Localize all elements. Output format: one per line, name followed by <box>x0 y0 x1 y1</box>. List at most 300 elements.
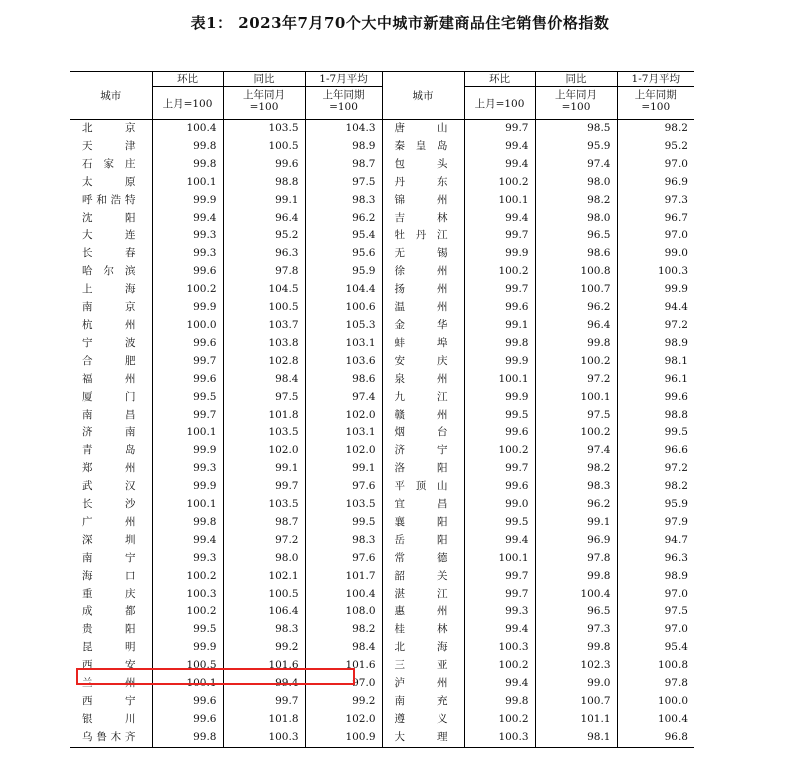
cell-avg-right: 98.9 <box>664 336 688 349</box>
cell-city-left: 西安 <box>70 657 152 675</box>
cell-huanbi-left: 99.9 <box>152 639 223 657</box>
cell-huanbi-left: 100.2 <box>152 281 223 299</box>
col-header-city-left: 城市 <box>70 72 152 120</box>
table-row <box>70 335 694 353</box>
cell-huanbi-left: 100.0 <box>152 317 223 335</box>
cell-avg-left: 102.0 <box>305 407 382 425</box>
col-header-huanbi-left: 环比 <box>152 72 223 87</box>
cell-avg-left: 101.7 <box>305 568 382 586</box>
subheader-tongbi-right: 上年同月 =100 <box>535 87 617 120</box>
cell-huanbi-left: 99.6 <box>152 335 223 353</box>
cell-tongbi-left: 98.0 <box>223 550 305 568</box>
cell-avg-right: 98.2 <box>664 122 688 134</box>
subheader-avg-right: 上年同期 =100 <box>617 87 694 120</box>
cell-city-right: 济宁 <box>382 442 464 460</box>
cell-huanbi-right: 99.0 <box>464 496 535 514</box>
cell-avg-right: 97.2 <box>664 462 688 475</box>
cell-city-left: 银川 <box>70 711 152 729</box>
cell-huanbi-right: 99.7 <box>464 586 535 604</box>
cell-avg-right: 96.1 <box>664 372 688 385</box>
cell-avg-left: 97.6 <box>305 550 382 568</box>
cell-huanbi-right: 99.4 <box>464 156 535 174</box>
cell-city-left: 合肥 <box>70 353 152 371</box>
cell-tongbi-right: 99.0 <box>535 675 617 693</box>
cell-tongbi-left: 102.1 <box>223 568 305 586</box>
cell-avg-left: 98.3 <box>305 192 382 210</box>
cell-huanbi-left: 99.4 <box>152 210 223 228</box>
cell-city-right: 吉林 <box>382 210 464 228</box>
cell-tongbi-left: 97.5 <box>223 389 305 407</box>
cell-tongbi-right: 98.5 <box>535 120 617 138</box>
cell-huanbi-right: 100.1 <box>464 550 535 568</box>
cell-huanbi-right: 100.2 <box>464 657 535 675</box>
cell-huanbi-left: 100.5 <box>152 657 223 675</box>
cell-huanbi-right: 99.8 <box>464 335 535 353</box>
cell-city-right: 安庆 <box>382 353 464 371</box>
cell-avg-right: 97.0 <box>664 229 688 242</box>
cell-tongbi-right: 99.8 <box>535 568 617 586</box>
cell-tongbi-right: 96.4 <box>535 317 617 335</box>
cell-tongbi-left: 106.4 <box>223 603 305 621</box>
cell-city-right: 无锡 <box>382 245 464 263</box>
cell-avg-right: 96.8 <box>617 729 694 747</box>
cell-tongbi-right: 96.5 <box>535 227 617 245</box>
cell-huanbi-left: 100.1 <box>152 174 223 192</box>
table-row <box>70 550 694 568</box>
cell-avg-left: 98.3 <box>305 532 382 550</box>
cell-avg-left: 103.1 <box>305 335 382 353</box>
cell-city-left: 南昌 <box>70 407 152 425</box>
cell-tongbi-right: 98.0 <box>535 210 617 228</box>
cell-avg-left: 95.4 <box>305 227 382 245</box>
cell-tongbi-right: 98.3 <box>535 478 617 496</box>
cell-huanbi-left: 99.7 <box>152 407 223 425</box>
cell-huanbi-left: 99.5 <box>152 621 223 639</box>
cell-city-left: 大连 <box>70 227 152 245</box>
col-header-huanbi-right: 环比 <box>464 72 535 87</box>
cell-avg-left: 102.0 <box>305 442 382 460</box>
cell-city-right: 唐山 <box>382 120 464 138</box>
cell-tongbi-right: 96.2 <box>535 496 617 514</box>
cell-avg-left: 102.0 <box>305 711 382 729</box>
cell-avg-right: 99.6 <box>664 390 688 403</box>
table-row <box>70 657 694 675</box>
table-row <box>70 586 694 604</box>
cell-tongbi-left: 99.4 <box>223 675 305 693</box>
cell-tongbi-left: 99.1 <box>223 192 305 210</box>
cell-huanbi-right: 99.7 <box>464 460 535 478</box>
cell-huanbi-right: 100.1 <box>464 192 535 210</box>
cell-huanbi-right: 99.7 <box>464 568 535 586</box>
cell-city-left: 郑州 <box>70 460 152 478</box>
cell-huanbi-right: 99.9 <box>464 245 535 263</box>
cell-avg-left: 103.6 <box>305 353 382 371</box>
table-row <box>70 192 694 210</box>
cell-huanbi-left: 100.1 <box>152 496 223 514</box>
cell-huanbi-left: 99.9 <box>152 192 223 210</box>
cell-avg-left: 100.6 <box>305 299 382 317</box>
cell-avg-left: 108.0 <box>305 603 382 621</box>
cell-avg-right: 98.9 <box>664 569 688 582</box>
cell-avg-right: 95.4 <box>664 641 688 654</box>
cell-city-right: 九江 <box>382 389 464 407</box>
cell-huanbi-right: 100.2 <box>464 174 535 192</box>
cell-huanbi-left: 99.8 <box>152 138 223 156</box>
cell-huanbi-right: 100.2 <box>464 711 535 729</box>
cell-huanbi-right: 99.6 <box>464 299 535 317</box>
cell-avg-right: 98.1 <box>664 354 688 367</box>
cell-avg-right: 97.3 <box>664 193 688 206</box>
cell-avg-left: 95.9 <box>305 263 382 281</box>
cell-avg-right: 98.8 <box>664 408 688 421</box>
cell-tongbi-right: 100.2 <box>535 424 617 442</box>
cell-avg-left: 97.0 <box>305 675 382 693</box>
cell-city-left: 天津 <box>70 138 152 156</box>
cell-avg-right: 97.0 <box>664 587 688 600</box>
cell-city-left: 海口 <box>70 568 152 586</box>
cell-city-left: 福州 <box>70 371 152 389</box>
cell-tongbi-right: 100.2 <box>535 353 617 371</box>
cell-avg-left: 104.4 <box>305 281 382 299</box>
cell-avg-right: 97.0 <box>664 157 688 170</box>
table-row <box>70 693 694 711</box>
cell-avg-right: 100.4 <box>657 712 688 725</box>
col-header-city-right: 城市 <box>382 72 464 120</box>
cell-huanbi-left: 99.6 <box>152 711 223 729</box>
cell-huanbi-right: 99.7 <box>464 227 535 245</box>
cell-city-left: 昆明 <box>70 639 152 657</box>
cell-huanbi-right: 99.9 <box>464 389 535 407</box>
cell-avg-left: 104.3 <box>305 120 382 138</box>
cell-city-right: 蚌埠 <box>382 335 464 353</box>
cell-city-left: 乌鲁木齐 <box>70 729 152 747</box>
cell-city-right: 北海 <box>382 639 464 657</box>
cell-huanbi-right: 99.7 <box>464 281 535 299</box>
table-row <box>70 478 694 496</box>
table-row <box>70 371 694 389</box>
table-row <box>70 460 694 478</box>
cell-city-left: 兰州 <box>70 675 152 693</box>
cell-tongbi-left: 100.3 <box>223 729 305 747</box>
cell-city-left: 深圳 <box>70 532 152 550</box>
cell-tongbi-left: 100.5 <box>223 299 305 317</box>
table-row <box>70 353 694 371</box>
cell-city-left: 太原 <box>70 174 152 192</box>
cell-huanbi-right: 99.4 <box>464 138 535 156</box>
table-row <box>70 299 694 317</box>
cell-avg-left: 97.5 <box>305 174 382 192</box>
cell-huanbi-right: 100.3 <box>464 639 535 657</box>
cell-tongbi-left: 102.8 <box>223 353 305 371</box>
cell-city-left: 杭州 <box>70 317 152 335</box>
cell-huanbi-right: 99.6 <box>464 478 535 496</box>
cell-city-right: 大理 <box>382 729 464 747</box>
cell-avg-right: 95.9 <box>664 498 688 511</box>
cell-avg-left: 98.6 <box>305 371 382 389</box>
cell-city-left: 济南 <box>70 424 152 442</box>
cell-city-left: 厦门 <box>70 389 152 407</box>
cell-tongbi-left: 103.8 <box>223 335 305 353</box>
cell-huanbi-left: 99.3 <box>152 460 223 478</box>
cell-city-left: 武汉 <box>70 478 152 496</box>
price-index-table <box>70 71 694 748</box>
cell-huanbi-left: 99.6 <box>152 693 223 711</box>
cell-city-left: 南宁 <box>70 550 152 568</box>
cell-avg-right: 99.0 <box>664 247 688 260</box>
cell-avg-right: 99.9 <box>664 283 688 296</box>
cell-avg-right: 98.2 <box>664 480 688 493</box>
subheader-huanbi-left: 上月=100 <box>152 87 223 120</box>
cell-city-left: 贵阳 <box>70 621 152 639</box>
cell-avg-right: 95.2 <box>664 139 688 152</box>
cell-huanbi-left: 100.3 <box>152 586 223 604</box>
cell-huanbi-left: 100.4 <box>152 120 223 138</box>
table-row <box>70 603 694 621</box>
cell-huanbi-right: 99.1 <box>464 317 535 335</box>
cell-huanbi-right: 99.3 <box>464 603 535 621</box>
table-row <box>70 442 694 460</box>
cell-huanbi-left: 99.8 <box>152 514 223 532</box>
cell-city-right: 襄阳 <box>382 514 464 532</box>
cell-city-right: 泉州 <box>382 371 464 389</box>
cell-city-left: 西宁 <box>70 693 152 711</box>
cell-avg-left: 100.9 <box>305 729 382 747</box>
col-header-avg-right: 1-7月平均 <box>617 72 694 87</box>
cell-tongbi-right: 97.4 <box>535 442 617 460</box>
cell-tongbi-left: 101.8 <box>223 711 305 729</box>
cell-tongbi-right: 99.8 <box>535 639 617 657</box>
cell-avg-left: 100.4 <box>305 586 382 604</box>
cell-huanbi-right: 99.5 <box>464 514 535 532</box>
cell-city-right: 牡丹江 <box>382 227 464 245</box>
cell-avg-left: 99.5 <box>305 514 382 532</box>
cell-tongbi-right: 96.2 <box>535 299 617 317</box>
cell-avg-right: 96.6 <box>664 444 688 457</box>
cell-tongbi-left: 103.5 <box>223 496 305 514</box>
subheader-huanbi-right: 上月=100 <box>464 87 535 120</box>
table-row <box>70 407 694 425</box>
cell-tongbi-left: 95.2 <box>223 227 305 245</box>
cell-city-right: 金华 <box>382 317 464 335</box>
cell-city-right: 南充 <box>382 693 464 711</box>
cell-tongbi-right: 96.9 <box>535 532 617 550</box>
cell-huanbi-right: 100.2 <box>464 442 535 460</box>
cell-avg-left: 98.4 <box>305 639 382 657</box>
table-row <box>70 138 694 156</box>
cell-tongbi-right: 100.7 <box>535 693 617 711</box>
cell-avg-left: 99.1 <box>305 460 382 478</box>
cell-tongbi-right: 98.6 <box>535 245 617 263</box>
cell-city-right: 泸州 <box>382 675 464 693</box>
cell-city-left: 青岛 <box>70 442 152 460</box>
cell-avg-left: 103.1 <box>305 424 382 442</box>
cell-city-right: 包头 <box>382 156 464 174</box>
cell-tongbi-left: 99.1 <box>223 460 305 478</box>
cell-city-right: 赣州 <box>382 407 464 425</box>
cell-tongbi-left: 103.5 <box>223 424 305 442</box>
cell-tongbi-left: 98.8 <box>223 174 305 192</box>
cell-huanbi-left: 99.6 <box>152 263 223 281</box>
cell-huanbi-left: 99.5 <box>152 389 223 407</box>
cell-city-right: 宜昌 <box>382 496 464 514</box>
cell-avg-right: 97.5 <box>664 605 688 618</box>
cell-city-right: 岳阳 <box>382 532 464 550</box>
cell-city-right: 烟台 <box>382 424 464 442</box>
cell-huanbi-right: 100.2 <box>464 263 535 281</box>
cell-city-left: 广州 <box>70 514 152 532</box>
cell-tongbi-right: 98.2 <box>535 192 617 210</box>
cell-city-left: 长春 <box>70 245 152 263</box>
cell-tongbi-right: 100.4 <box>535 586 617 604</box>
cell-tongbi-left: 101.6 <box>223 657 305 675</box>
cell-tongbi-left: 98.3 <box>223 621 305 639</box>
cell-avg-left: 95.6 <box>305 245 382 263</box>
cell-tongbi-right: 101.1 <box>535 711 617 729</box>
cell-tongbi-right: 99.8 <box>535 335 617 353</box>
cell-avg-left: 103.5 <box>305 496 382 514</box>
cell-tongbi-right: 98.0 <box>535 174 617 192</box>
cell-avg-left: 97.6 <box>305 478 382 496</box>
cell-avg-right: 97.8 <box>664 677 688 690</box>
cell-tongbi-left: 101.8 <box>223 407 305 425</box>
cell-huanbi-left: 100.2 <box>152 603 223 621</box>
cell-huanbi-left: 99.4 <box>152 532 223 550</box>
cell-avg-left: 97.4 <box>305 389 382 407</box>
cell-huanbi-right: 99.9 <box>464 353 535 371</box>
cell-city-left: 长沙 <box>70 496 152 514</box>
cell-huanbi-left: 99.6 <box>152 371 223 389</box>
table-row <box>70 174 694 192</box>
cell-city-left: 石家庄 <box>70 156 152 174</box>
cell-avg-left: 98.2 <box>305 621 382 639</box>
cell-tongbi-left: 99.7 <box>223 478 305 496</box>
cell-tongbi-right: 96.5 <box>535 603 617 621</box>
table-row <box>70 568 694 586</box>
cell-huanbi-right: 100.3 <box>464 729 535 747</box>
cell-city-right: 遵义 <box>382 711 464 729</box>
cell-huanbi-right: 99.5 <box>464 407 535 425</box>
cell-tongbi-left: 99.7 <box>223 693 305 711</box>
cell-city-right: 桂林 <box>382 621 464 639</box>
table-row <box>70 639 694 657</box>
cell-tongbi-left: 97.2 <box>223 532 305 550</box>
page-title: 表1： 2023年7月70个大中城市新建商品住宅销售价格指数 <box>190 14 610 32</box>
cell-tongbi-right: 98.1 <box>535 729 617 747</box>
cell-tongbi-right: 98.2 <box>535 460 617 478</box>
subheader-avg-left: 上年同期 =100 <box>305 87 382 120</box>
cell-city-right: 三亚 <box>382 657 464 675</box>
cell-tongbi-left: 104.5 <box>223 281 305 299</box>
cell-city-right: 扬州 <box>382 281 464 299</box>
cell-huanbi-left: 100.1 <box>152 424 223 442</box>
cell-city-right: 惠州 <box>382 603 464 621</box>
cell-huanbi-left: 100.2 <box>152 568 223 586</box>
cell-tongbi-left: 96.3 <box>223 245 305 263</box>
cell-city-right: 锦州 <box>382 192 464 210</box>
table-row <box>70 245 694 263</box>
cell-huanbi-right: 99.8 <box>464 693 535 711</box>
cell-city-left: 重庆 <box>70 586 152 604</box>
cell-tongbi-right: 100.7 <box>535 281 617 299</box>
cell-tongbi-left: 98.7 <box>223 514 305 532</box>
cell-huanbi-left: 99.7 <box>152 353 223 371</box>
cell-city-right: 温州 <box>382 299 464 317</box>
cell-tongbi-right: 97.8 <box>535 550 617 568</box>
cell-city-right: 洛阳 <box>382 460 464 478</box>
cell-huanbi-left: 99.8 <box>152 729 223 747</box>
cell-avg-right: 96.9 <box>664 175 688 188</box>
cell-avg-right: 97.2 <box>664 318 688 331</box>
cell-city-left: 哈尔滨 <box>70 263 152 281</box>
cell-avg-right: 94.7 <box>664 533 688 546</box>
table-row <box>70 389 694 407</box>
cell-huanbi-left: 99.3 <box>152 550 223 568</box>
cell-city-right: 常德 <box>382 550 464 568</box>
col-header-tongbi-right: 同比 <box>535 72 617 87</box>
cell-huanbi-left: 100.1 <box>152 675 223 693</box>
cell-huanbi-right: 99.4 <box>464 532 535 550</box>
table-row <box>70 424 694 442</box>
cell-huanbi-left: 99.9 <box>152 299 223 317</box>
cell-city-right: 平顶山 <box>382 478 464 496</box>
table-row <box>70 711 694 729</box>
cell-huanbi-left: 99.9 <box>152 442 223 460</box>
cell-city-right: 徐州 <box>382 263 464 281</box>
table-row <box>70 227 694 245</box>
table-row <box>70 156 694 174</box>
cell-tongbi-right: 97.2 <box>535 371 617 389</box>
cell-tongbi-left: 102.0 <box>223 442 305 460</box>
cell-tongbi-left: 99.2 <box>223 639 305 657</box>
cell-city-left: 宁波 <box>70 335 152 353</box>
cell-avg-right: 94.4 <box>664 301 688 314</box>
cell-city-right: 湛江 <box>382 586 464 604</box>
cell-tongbi-right: 99.1 <box>535 514 617 532</box>
table-row <box>70 729 694 747</box>
cell-huanbi-right: 99.4 <box>464 675 535 693</box>
cell-tongbi-left: 103.5 <box>223 120 305 138</box>
cell-avg-left: 96.2 <box>305 210 382 228</box>
cell-huanbi-left: 99.3 <box>152 245 223 263</box>
cell-tongbi-right: 97.5 <box>535 407 617 425</box>
table-row <box>70 281 694 299</box>
cell-city-right: 韶关 <box>382 568 464 586</box>
cell-avg-right: 97.9 <box>664 515 688 528</box>
cell-avg-left: 98.7 <box>305 156 382 174</box>
table-row <box>70 317 694 335</box>
cell-city-right: 丹东 <box>382 174 464 192</box>
cell-tongbi-left: 100.5 <box>223 138 305 156</box>
col-header-avg-left: 1-7月平均 <box>305 72 382 87</box>
cell-huanbi-right: 99.7 <box>464 120 535 138</box>
cell-huanbi-right: 100.1 <box>464 371 535 389</box>
cell-tongbi-left: 96.4 <box>223 210 305 228</box>
cell-tongbi-left: 103.7 <box>223 317 305 335</box>
table-body <box>70 120 694 748</box>
cell-tongbi-right: 97.3 <box>535 621 617 639</box>
cell-huanbi-left: 99.3 <box>152 227 223 245</box>
table-row <box>70 496 694 514</box>
table-row <box>70 263 694 281</box>
cell-avg-right: 99.5 <box>664 426 688 439</box>
cell-avg-right: 97.0 <box>664 623 688 636</box>
cell-huanbi-left: 99.8 <box>152 156 223 174</box>
cell-avg-right: 96.7 <box>664 211 688 224</box>
table-row <box>70 532 694 550</box>
cell-huanbi-left: 99.9 <box>152 478 223 496</box>
table-row <box>70 210 694 228</box>
cell-tongbi-right: 102.3 <box>535 657 617 675</box>
